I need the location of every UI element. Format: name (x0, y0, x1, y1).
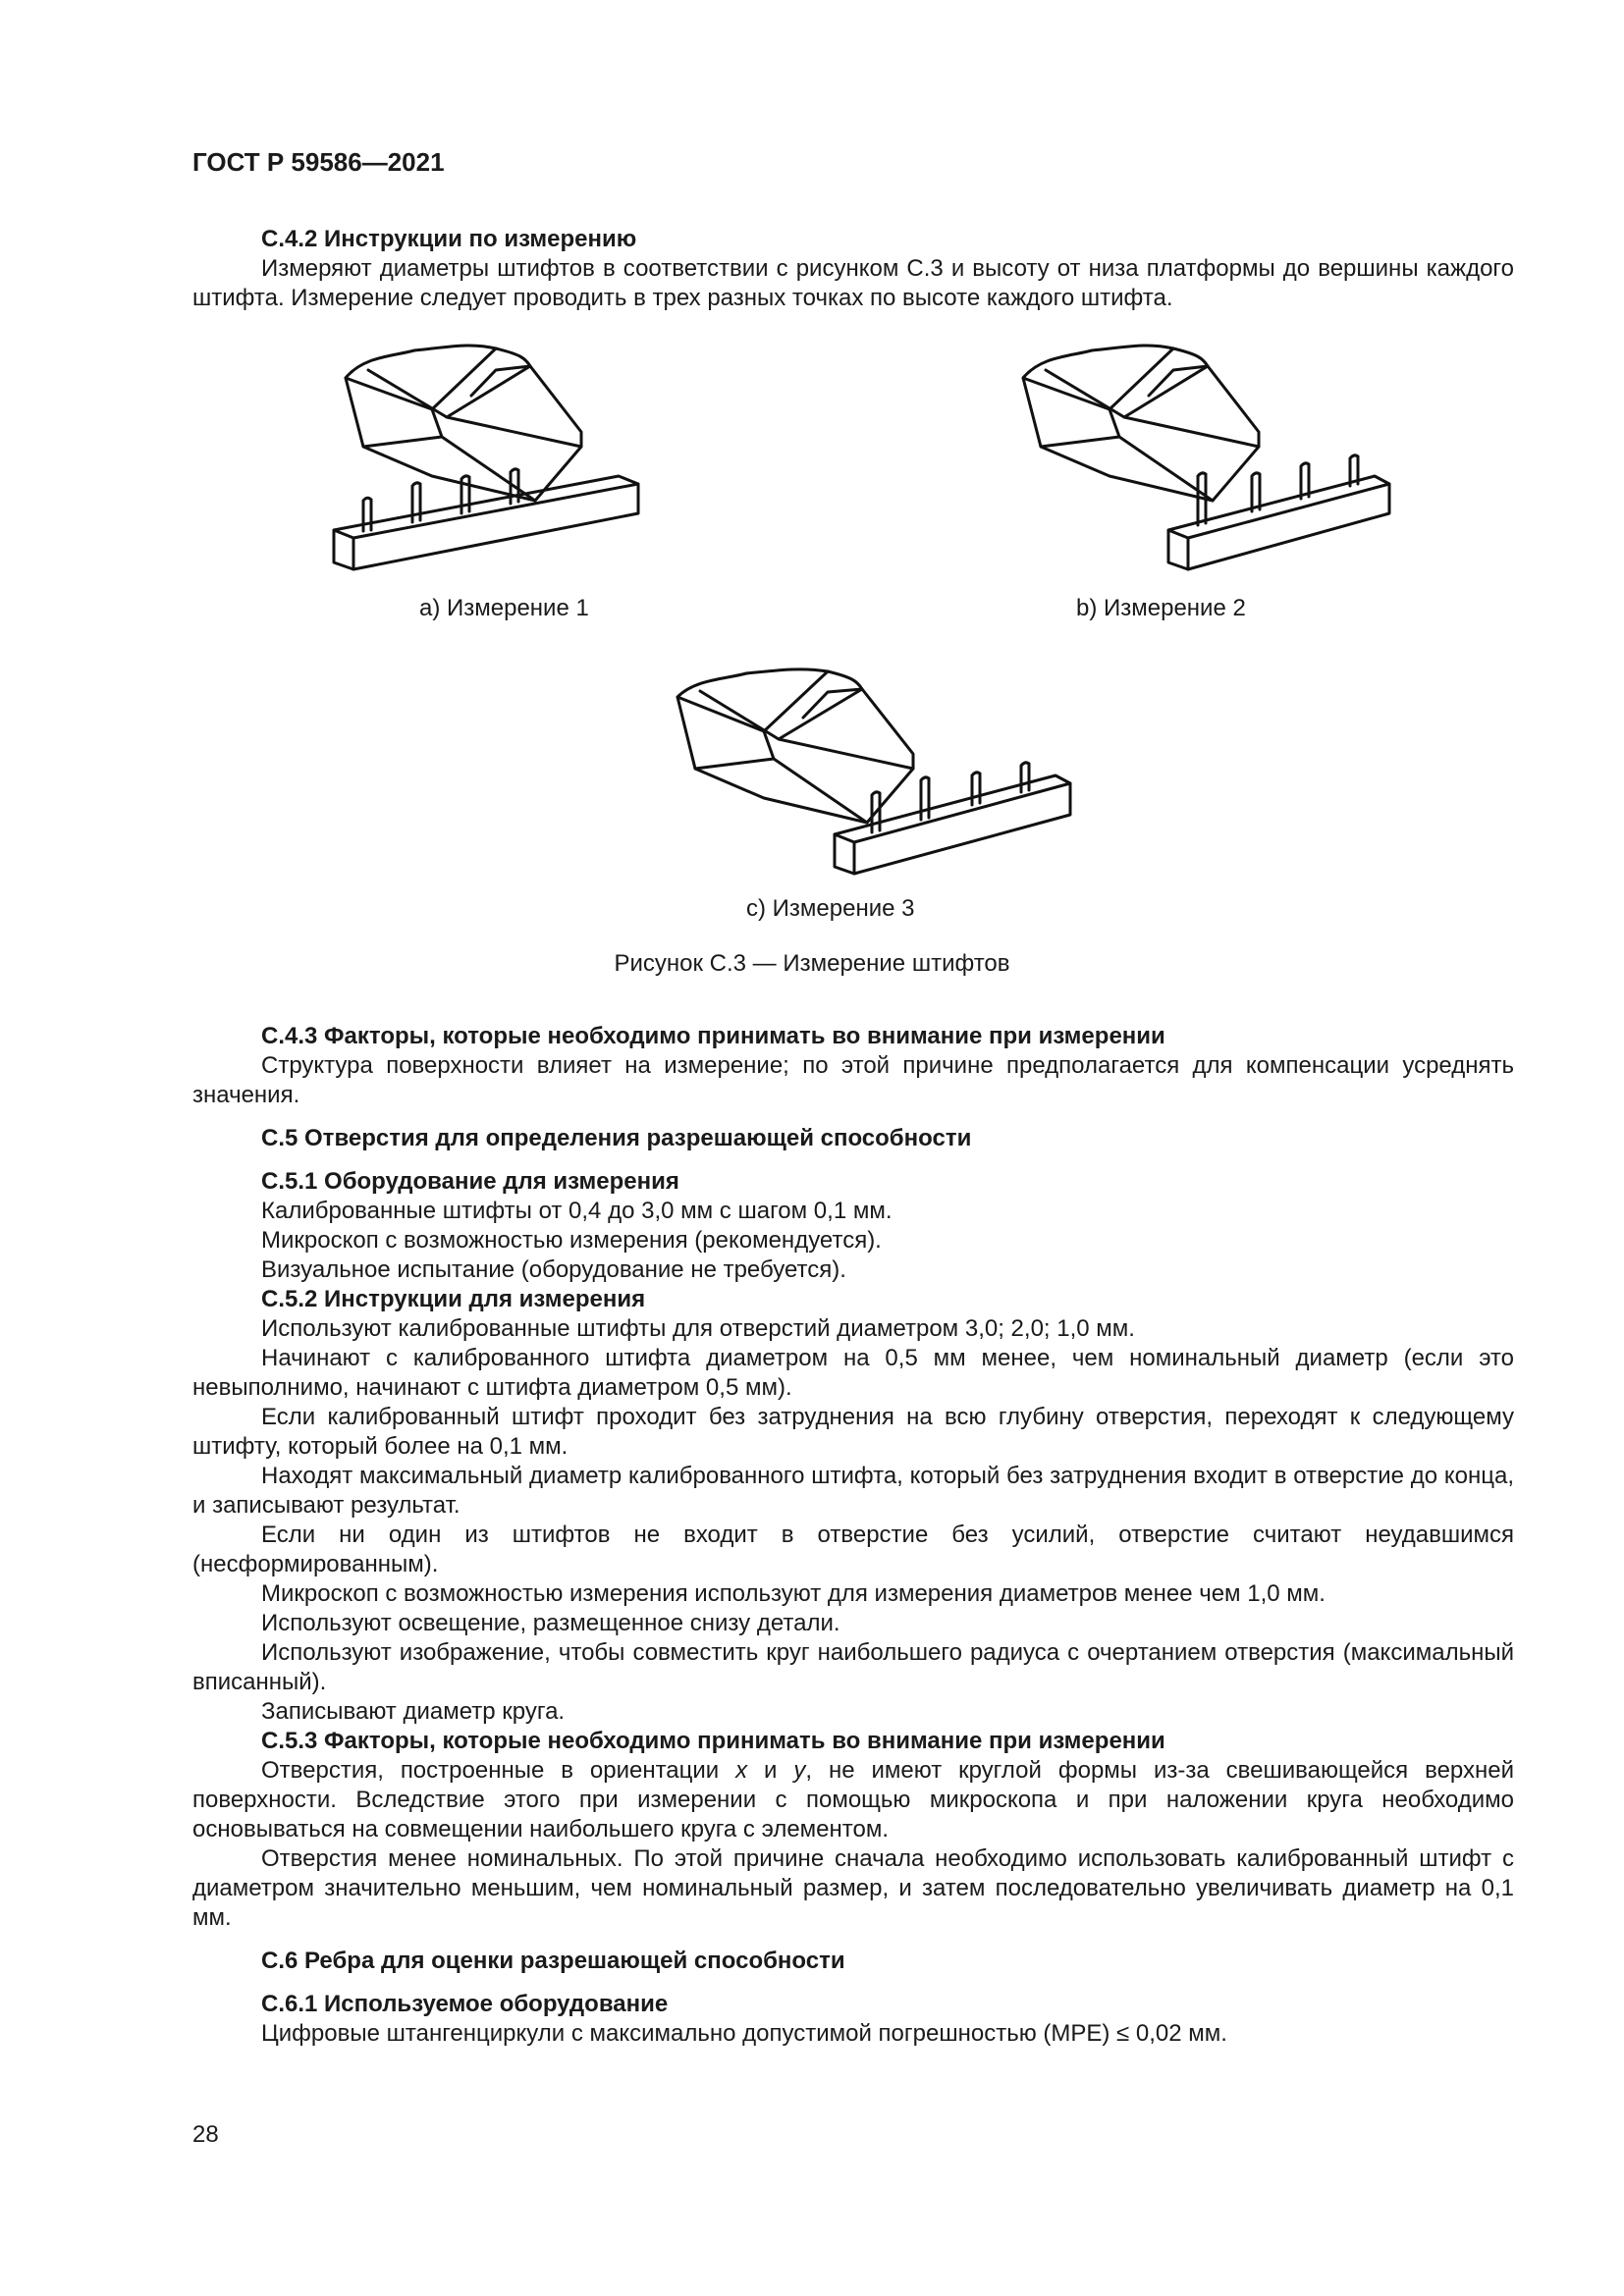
figure-panel-c (668, 667, 1080, 883)
figure-panel-a (324, 339, 736, 594)
paragraph: Используют изображение, чтобы совместить круг наибольшего радиуса с очертанием отверстия (максимальный вписанный). (192, 1639, 1514, 1695)
section-c5-heading: С.5 Отверстия для определения разрешающей способности (261, 1125, 972, 1151)
section-c42 (192, 225, 1514, 313)
paragraph: Используют калиброванные штифты для отверстий диаметром 3,0; 2,0; 1,0 мм. (261, 1315, 1135, 1342)
list-item: Визуальное испытание (оборудование не требуется). (261, 1256, 846, 1283)
document-id-header: ГОСТ Р 59586—2021 (192, 147, 445, 177)
section-c43-text: Структура поверхности влияет на измерение; по этой причине предполагается для компенсации усреднять значения. (192, 1052, 1514, 1108)
caliper-pin-drawing-a (324, 339, 736, 594)
figure-title: Рисунок С.3 — Измерение штифтов (614, 950, 1010, 977)
section-c61-text: Цифровые штангенциркули с максимально допустимой погрешностью (MPE) ≤ 0,02 мм. (261, 2020, 1227, 2047)
text-run: , не имеют круглой формы из-за свешивающейся верхней поверхности. Вследствие этого при измерении с помощью микроскопа и при наложении круга необходимо основываться на совмещении наибольшего круга с элементом. (192, 1757, 1514, 1842)
paragraph: Используют освещение, размещенное снизу детали. (261, 1610, 840, 1636)
text-run: и (747, 1757, 794, 1784)
text-run-italic: y (793, 1757, 806, 1784)
list-item: Микроскоп с возможностью измерения (рекомендуется). (261, 1227, 882, 1254)
section-c42-text: Измеряют диаметры штифтов в соответствии с рисунком С.3 и высоту от низа платформы до вершины каждого штифта. Измерение следует проводить в трех разных точках по высоте каждого штифта. (192, 255, 1514, 311)
figure-caption-c: c) Измерение 3 (746, 895, 915, 922)
section-c53-heading: С.5.3 Факторы, которые необходимо принимать во внимание при измерении (261, 1728, 1165, 1754)
section-c43-heading: С.4.3 Факторы, которые необходимо принимать во внимание при измерении (261, 1023, 1165, 1049)
section-c6-heading: С.6 Ребра для оценки разрешающей способности (261, 1948, 845, 1974)
caliper-pin-drawing-c (668, 667, 1080, 883)
paragraph: Микроскоп с возможностью измерения используют для измерения диаметров менее чем 1,0 мм. (261, 1580, 1326, 1607)
section-c51-heading: С.5.1 Оборудование для измерения (261, 1168, 679, 1195)
figure-caption-a: a) Измерение 1 (419, 595, 589, 621)
caliper-pin-drawing-b (1001, 339, 1414, 594)
section-c52-heading: С.5.2 Инструкции для измерения (261, 1286, 646, 1312)
text-run: Отверстия, построенные в ориентации (261, 1757, 736, 1784)
list-item: Калиброванные штифты от 0,4 до 3,0 мм с шагом 0,1 мм. (261, 1198, 893, 1224)
paragraph: Если ни один из штифтов не входит в отверстие без усилий, отверстие считают неудавшимся (несформированным). (192, 1522, 1514, 1577)
paragraph: Находят максимальный диаметр калиброванного штифта, который без затруднения входит в отверстие до конца, и записывают результат. (192, 1463, 1514, 1519)
paragraph: Записывают диаметр круга. (261, 1698, 566, 1725)
figure-panel-b (1001, 339, 1414, 594)
paragraph: Если калиброванный штифт проходит без затруднения на всю глубину отверстия, переходят к следующему штифту, который более на 0,1 мм. (192, 1404, 1514, 1460)
paragraph (192, 1756, 1514, 1844)
paragraph: Начинают с калиброванного штифта диаметром на 0,5 мм менее, чем номинальный диаметр (если это невыполнимо, начинают с штифта диаметром 0,5 мм). (192, 1345, 1514, 1401)
paragraph: Отверстия менее номинальных. По этой причине сначала необходимо использовать калиброванный штифт с диаметром значительно меньшим, чем номинальный размер, и затем последовательно увеличивать диаметр на 0,1 мм. (192, 1845, 1514, 1931)
section-c61-heading: С.6.1 Используемое оборудование (261, 1991, 669, 2017)
body-text (192, 1022, 1514, 2049)
text-run-italic: x (735, 1757, 748, 1784)
section-c42-heading: С.4.2 Инструкции по измерению (261, 226, 637, 252)
figure-caption-b: b) Измерение 2 (1076, 595, 1246, 621)
page-number: 28 (192, 2121, 219, 2148)
